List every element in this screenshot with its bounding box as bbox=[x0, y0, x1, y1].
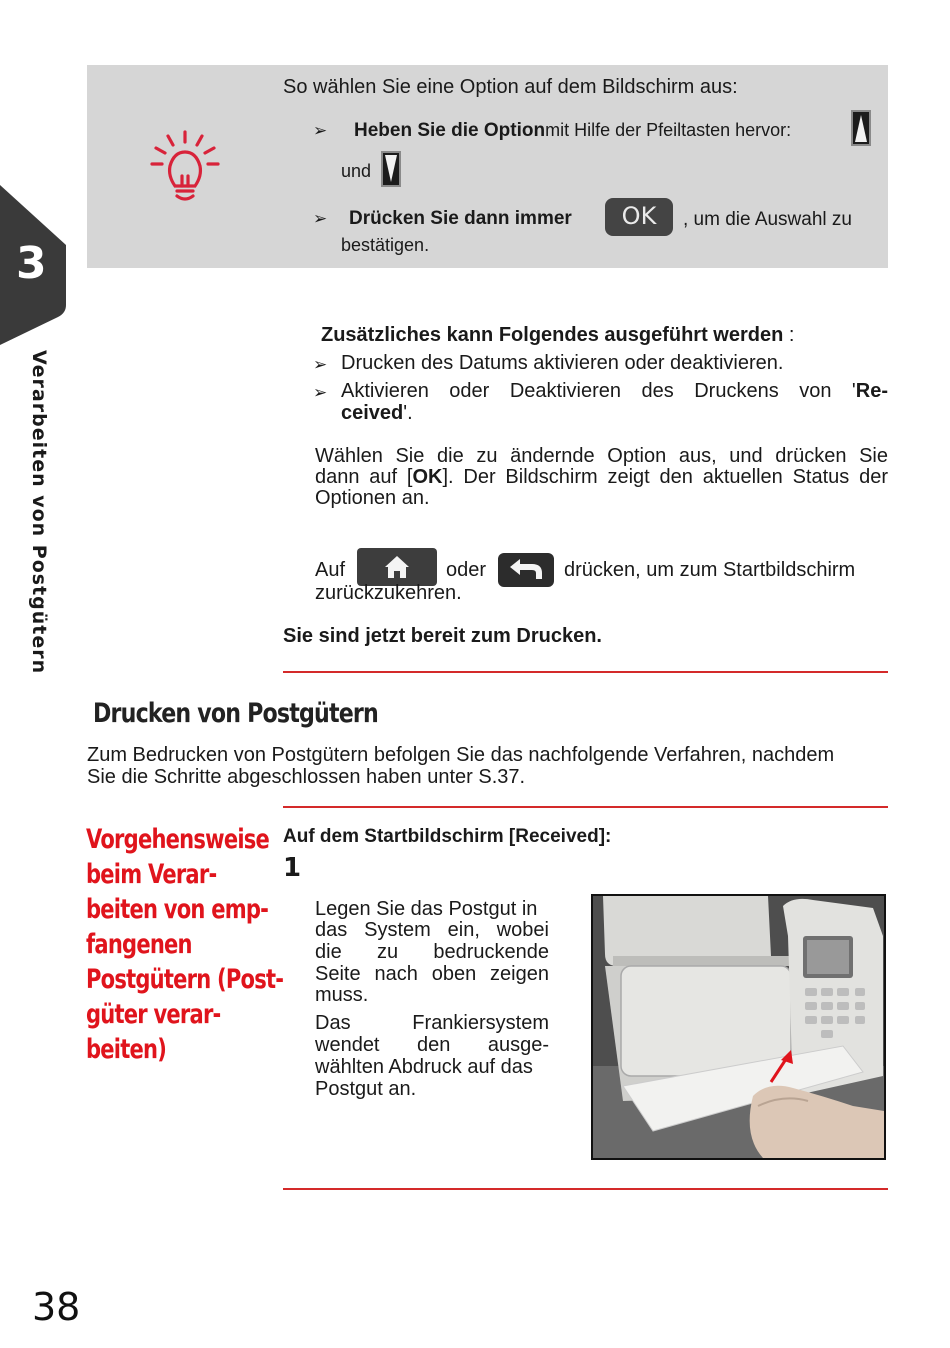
step-text2-line: Postgut an. bbox=[315, 1078, 417, 1100]
procedure-title-line: beim Verar- bbox=[86, 859, 217, 890]
additional-item-2-line1 bbox=[341, 381, 888, 402]
step-text-line: muss. bbox=[315, 984, 369, 1006]
back-key bbox=[498, 553, 554, 587]
bullet-marker: ➢ bbox=[313, 355, 328, 374]
additional-item-2-bold: Re- bbox=[855, 380, 888, 402]
tip-bullet-2-rest: , um die Auswahl zu bbox=[683, 209, 852, 230]
arrow-down-icon bbox=[383, 153, 399, 185]
home-icon bbox=[357, 548, 437, 586]
tip-bullet-2-line2: bestätigen. bbox=[341, 235, 430, 255]
lightbulb-icon bbox=[148, 128, 222, 206]
chapter-number: 3 bbox=[16, 238, 47, 289]
step-text-line: das System ein, wobei bbox=[315, 919, 549, 941]
additional-item-1: Drucken des Datums aktivieren oder deaktivieren. bbox=[341, 352, 784, 374]
additional-item-2-text: Aktivieren oder Deaktivieren des Druckens von ' bbox=[341, 380, 856, 402]
back-arrow-icon bbox=[498, 553, 554, 587]
additional-item-2-tail: '. bbox=[403, 402, 413, 424]
step-text-line: Legen Sie das Postgut in bbox=[315, 898, 538, 920]
bullet-marker: ➢ bbox=[313, 209, 328, 228]
section-intro-line2: Sie die Schritte abgeschlossen haben unter S.37. bbox=[87, 766, 526, 788]
tip-bullet-1 bbox=[354, 120, 791, 142]
select-option-line3: Optionen an. bbox=[315, 487, 430, 509]
step-text-line: die zu bedruckende bbox=[315, 941, 549, 963]
arrow-up-icon bbox=[853, 112, 869, 144]
tip-intro: So wählen Sie eine Option auf dem Bildschirm aus: bbox=[283, 76, 738, 98]
additional-item-2-bold-2: ceived bbox=[341, 402, 404, 424]
ready-text: Sie sind jetzt bereit zum Drucken. bbox=[283, 625, 602, 647]
step-text2-line: Das Frankiersystem bbox=[315, 1012, 549, 1034]
select-option-ok: OK bbox=[412, 466, 443, 488]
arrow-down-key bbox=[381, 151, 401, 187]
select-option-post: ]. Der Bildschirm zeigt den aktuellen Status der bbox=[442, 466, 888, 488]
procedure-title bbox=[86, 822, 284, 1067]
home-auf: Auf bbox=[315, 559, 346, 581]
step-number: 1 bbox=[283, 853, 302, 883]
procedure-title-line: beiten von emp- bbox=[86, 894, 269, 925]
additional-heading-bold: Zusätzliches kann Folgendes ausgeführt werden bbox=[321, 324, 784, 346]
home-rest: drücken, um zum Startbildschirm bbox=[564, 559, 856, 581]
home-oder: oder bbox=[446, 559, 487, 581]
additional-heading-colon: : bbox=[783, 324, 795, 346]
additional-item-2-line2 bbox=[341, 403, 413, 424]
step-text-line: Seite nach oben zeigen bbox=[315, 963, 549, 985]
additional-heading bbox=[321, 325, 794, 346]
franking-machine-illustration bbox=[593, 896, 884, 1158]
tip-bullet-1-bold: Heben Sie die Option bbox=[354, 120, 546, 141]
section-intro-line1: Zum Bedrucken von Postgütern befolgen Sie das nachfolgende Verfahren, nachdem bbox=[87, 744, 835, 766]
page-number: 38 bbox=[32, 1285, 81, 1329]
screen-label: Auf dem Startbildschirm [Received]: bbox=[283, 826, 612, 847]
procedure-title-line: Postgütern (Post- bbox=[86, 964, 284, 995]
franking-machine-photo bbox=[591, 894, 886, 1160]
select-option-line1: Wählen Sie die zu ändernde Option aus, und drücken Sie bbox=[315, 445, 888, 467]
section-heading: Drucken von Postgütern bbox=[93, 698, 378, 729]
tip-bullet-2-bold: Drücken Sie dann immer bbox=[349, 208, 572, 229]
divider bbox=[283, 806, 888, 808]
tip-and-label: und bbox=[341, 161, 372, 181]
divider bbox=[283, 671, 888, 673]
chapter-title: Verarbeiten von Postgütern bbox=[28, 350, 50, 675]
arrow-up-key bbox=[851, 110, 871, 146]
procedure-title-line: fangenen bbox=[86, 929, 192, 960]
step-text2-line: wendet den ausge- bbox=[315, 1034, 549, 1056]
select-option-pre: dann auf [ bbox=[315, 466, 413, 488]
procedure-title-line: güter verar- bbox=[86, 999, 221, 1030]
divider bbox=[283, 1188, 888, 1190]
step-text2-line: wählten Abdruck auf das bbox=[315, 1056, 533, 1078]
bullet-marker: ➢ bbox=[313, 383, 328, 402]
procedure-title-line: Vorgehensweise bbox=[86, 824, 270, 855]
home-line2: zurückzukehren. bbox=[315, 582, 462, 604]
ok-key: OK bbox=[605, 198, 673, 236]
tip-bullet-1-rest: mit Hilfe der Pfeiltasten hervor: bbox=[545, 120, 792, 140]
bullet-marker: ➢ bbox=[313, 121, 328, 140]
procedure-title-line: beiten) bbox=[86, 1034, 167, 1065]
select-option-line2 bbox=[315, 467, 888, 488]
home-key bbox=[357, 548, 437, 586]
